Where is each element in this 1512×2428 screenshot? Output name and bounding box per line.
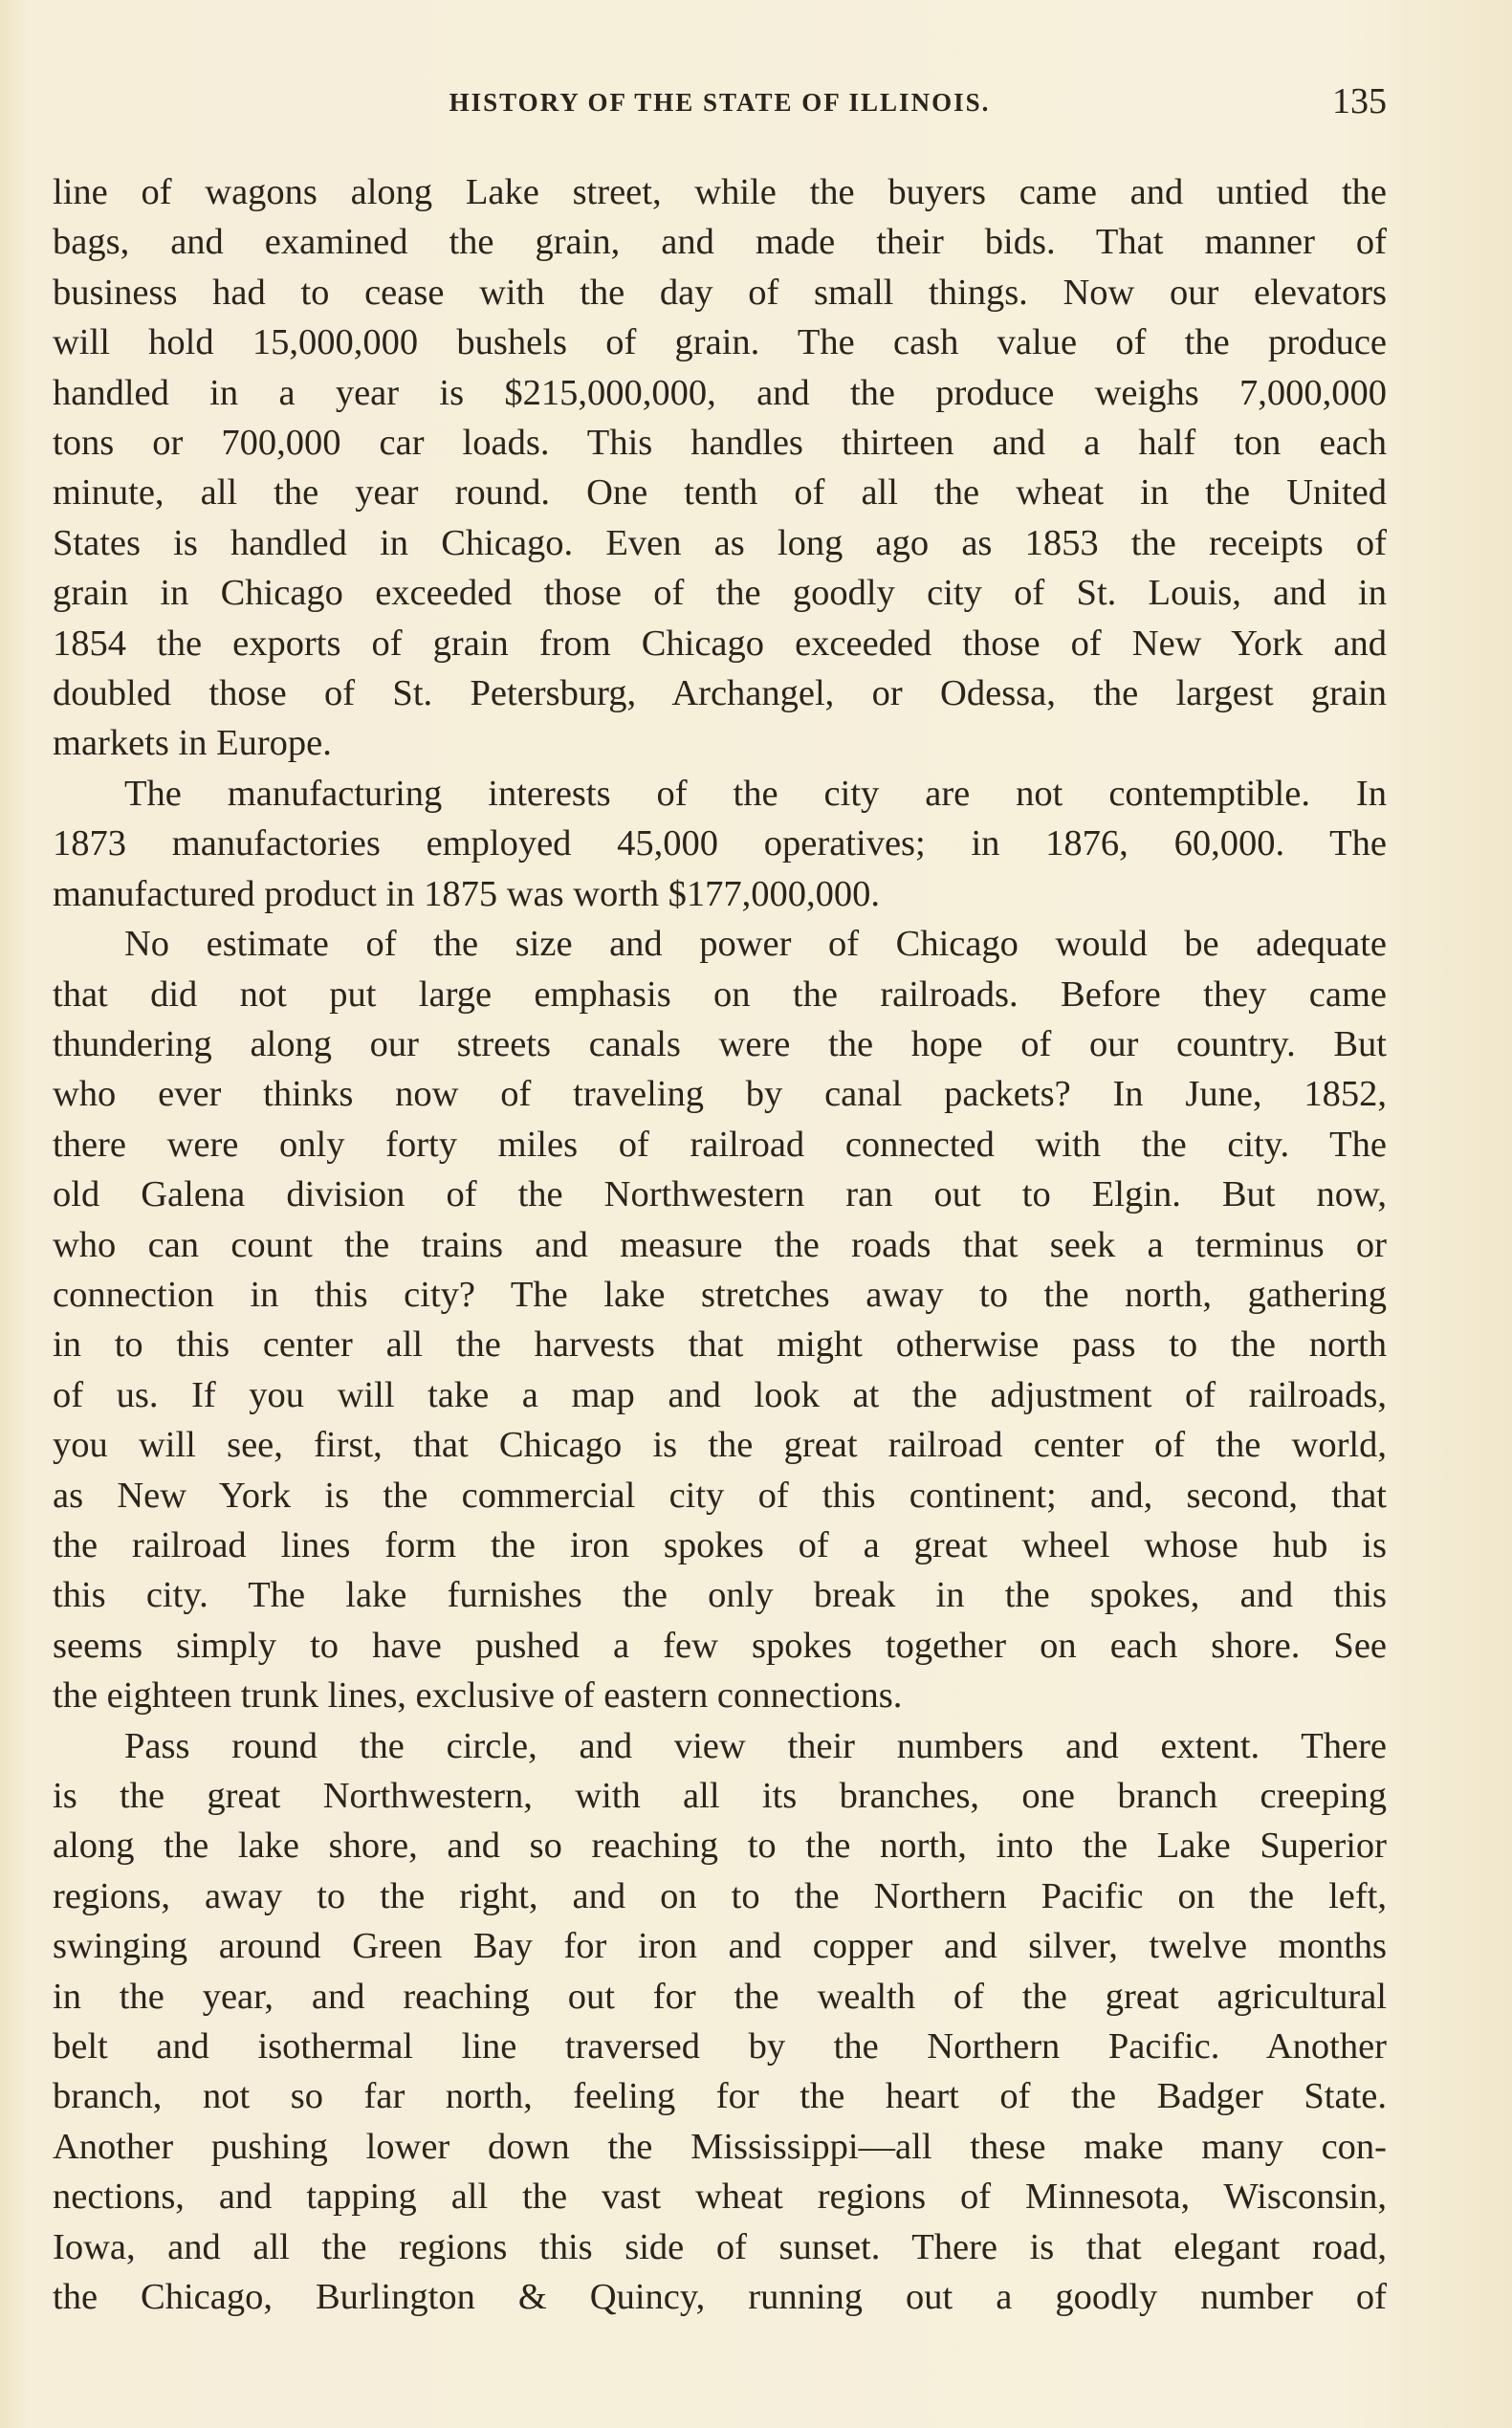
paragraph: [53, 167, 1387, 769]
text-line: grain in Chicago exceeded those of the goodly city of St. Louis, and in: [53, 573, 1387, 614]
text-line: of us. If you will take a map and look at the adjustment of railroads,: [53, 1374, 1387, 1415]
text-line: old Galena division of the Northwestern ran out to Elgin. But now,: [53, 1174, 1387, 1215]
text-line: States is handled in Chicago. Even as long ago as 1853 the receipts of: [53, 522, 1387, 563]
text-line: you will see, first, that Chicago is the great railroad center of the world,: [53, 1425, 1387, 1466]
text-line: thundering along our streets canals were the hope of our country. But: [53, 1023, 1387, 1064]
text-line: branch, not so far north, feeling for the heart of the Badger State.: [53, 2076, 1387, 2117]
text-line: as New York is the commercial city of this continent; and, second, that: [53, 1475, 1387, 1516]
text-line: connection in this city? The lake stretches away to the north, gathering: [53, 1274, 1387, 1315]
text-line: business had to cease with the day of small things. Now our elevators: [53, 272, 1387, 313]
text-line: line of wagons along Lake street, while the buyers came and untied the: [53, 172, 1387, 212]
text-line: there were only forty miles of railroad connected with the city. The: [53, 1124, 1387, 1165]
text-line: nections, and tapping all the vast wheat regions of Minnesota, Wisconsin,: [53, 2176, 1387, 2218]
text-line: bags, and examined the grain, and made their bids. That manner of: [53, 222, 1387, 263]
text-line: in to this center all the harvests that might otherwise pass to the north: [53, 1324, 1387, 1366]
paragraph: [53, 919, 1387, 1721]
text-line: the railroad lines form the iron spokes of a great wheel whose hub is: [53, 1524, 1387, 1565]
text-line: doubled those of St. Petersburg, Archangel, or Odessa, the largest grain: [53, 673, 1387, 714]
text-line: No estimate of the size and power of Chicago would be adequate: [124, 924, 1387, 965]
paragraph: [53, 769, 1387, 919]
page-header: [53, 80, 1387, 138]
text-line: seems simply to have pushed a few spokes together on each shore. See: [53, 1625, 1387, 1666]
text-line: tons or 700,000 car loads. This handles thirteen and a half ton each: [53, 423, 1387, 464]
text-line: the Chicago, Burlington & Quincy, running out a goodly number of: [53, 2277, 1387, 2318]
text-line: belt and isothermal line traversed by the Northern Pacific. Another: [53, 2026, 1387, 2067]
text-line: 1873 manufactories employed 45,000 operatives; in 1876, 60,000. The: [53, 823, 1387, 864]
text-line: who ever thinks now of traveling by canal packets? In June, 1852,: [53, 1074, 1387, 1115]
page-number: 135: [1332, 81, 1387, 121]
body-text: [53, 167, 1387, 2322]
text-line: who can count the trains and measure the roads that seek a terminus or: [53, 1224, 1387, 1265]
text-line: along the lake shore, and so reaching to the north, into the Lake Superior: [53, 1826, 1387, 1867]
text-line: is the great Northwestern, with all its branches, one branch creeping: [53, 1776, 1387, 1816]
text-line: this city. The lake furnishes the only break in the spokes, and this: [53, 1575, 1387, 1616]
text-line: manufactured product in 1875 was worth $177,000,000.: [53, 873, 881, 914]
text-line: swinging around Green Bay for iron and copper and silver, twelve months: [53, 1926, 1387, 1967]
text-line: that did not put large emphasis on the railroads. Before they came: [53, 973, 1387, 1015]
text-line: in the year, and reaching out for the wealth of the great agricultural: [53, 1976, 1387, 2017]
text-line: will hold 15,000,000 bushels of grain. The cash value of the produce: [53, 322, 1387, 363]
text-line: markets in Europe.: [53, 723, 332, 764]
text-line: handled in a year is $215,000,000, and the produce weighs 7,000,000: [53, 372, 1387, 413]
paragraph: [53, 1721, 1387, 2323]
text-line: Pass round the circle, and view their numbers and extent. There: [124, 1725, 1387, 1766]
text-line: regions, away to the right, and on to the Northern Pacific on the left,: [53, 1875, 1387, 1916]
text-line: Iowa, and all the regions this side of sunset. There is that elegant road,: [53, 2226, 1387, 2267]
text-line: The manufacturing interests of the city are not contemptible. In: [124, 773, 1387, 814]
text-line: minute, all the year round. One tenth of all the wheat in the United: [53, 472, 1387, 514]
text-line: the eighteen trunk lines, exclusive of eastern connections.: [53, 1675, 903, 1717]
text-line: Another pushing lower down the Mississippi—all these make many con-: [53, 2126, 1387, 2167]
running-head: HISTORY OF THE STATE OF ILLINOIS.: [449, 88, 991, 117]
text-line: 1854 the exports of grain from Chicago exceeded those of New York and: [53, 623, 1387, 664]
